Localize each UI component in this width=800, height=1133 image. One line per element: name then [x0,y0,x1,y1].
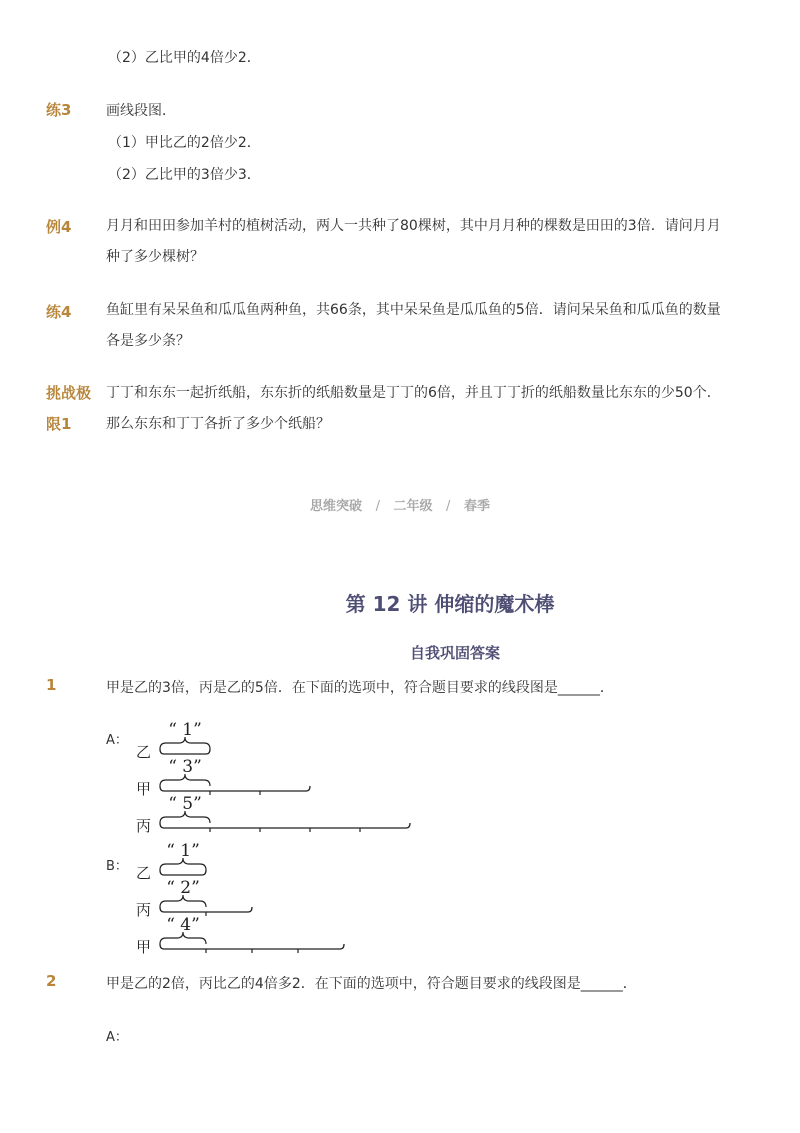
segment-line [160,944,344,949]
footer-part: 二年级 [393,499,433,514]
segment-diagram-b [0,835,800,965]
challenge-tag: 挑战极限1 [46,384,92,433]
segment-line [160,786,310,791]
brace-label: “ 2” [166,878,200,898]
row-name: 甲 [136,780,152,798]
section-title: 自我巩固答案 [409,644,500,662]
challenge-text: 丁丁和东东一起折纸船，东东折的纸船数量是丁丁的6倍，并且丁丁折的纸船数量比东东的少50个．那么东东和丁丁各折了多少个纸船？ [106,385,721,432]
sub-question-line: （2）乙比甲的4倍少2． [108,50,261,66]
exercise-text: 画线段图． [106,103,176,119]
sub-question-line: （2）乙比甲的3倍少3． [108,167,261,183]
question-number: 2 [46,972,57,990]
example-text: 月月和田田参加羊村的植树活动，两人一共种了80棵树，其中月月种的棵数是田田的3倍．请问月月种了多少棵树？ [106,218,721,265]
footer-separator: / [446,499,451,514]
question-text: 甲是乙的2倍，丙比乙的4倍多2．在下面的选项中，符合题目要求的线段图是______． [106,976,637,992]
option-label: B： [106,859,128,874]
option-label: A： [106,1030,128,1045]
footer-part: 春季 [463,499,490,514]
segment-line [160,870,206,875]
segment-line [160,749,210,754]
question-number: 1 [46,676,57,694]
footer-separator: / [375,499,380,514]
example-tag: 例4 [46,218,72,236]
sub-question-line: （1）甲比乙的2倍少2． [108,135,261,151]
brace-label: “ 1” [168,720,202,740]
row-name: 丙 [136,817,152,835]
segment-diagram-a [0,700,800,850]
option-label: A： [106,733,128,748]
exercise-tag: 练3 [46,101,72,119]
row-name: 丙 [136,901,152,919]
exercise-tag: 练4 [46,303,72,321]
brace-label: “ 4” [166,915,200,935]
row-name: 乙 [136,743,152,761]
brace-label: “ 1” [166,841,200,861]
brace-label: “ 3” [168,757,202,777]
page-footer [0,495,800,514]
lecture-title: 第 12 讲 伸缩的魔术棒 [345,592,555,616]
row-name: 乙 [136,864,152,882]
row-name: 甲 [136,938,152,956]
footer-part: 思维突破 [310,499,363,514]
brace-label: “ 5” [168,794,202,814]
exercise-text: 鱼缸里有呆呆鱼和瓜瓜鱼两种鱼，共66条，其中呆呆鱼是瓜瓜鱼的5倍．请问呆呆鱼和瓜瓜鱼的数量各是多少条？ [106,302,721,349]
segment-line [160,823,410,828]
question-text: 甲是乙的3倍，丙是乙的5倍．在下面的选项中，符合题目要求的线段图是______． [106,680,614,696]
segment-line [160,907,252,912]
